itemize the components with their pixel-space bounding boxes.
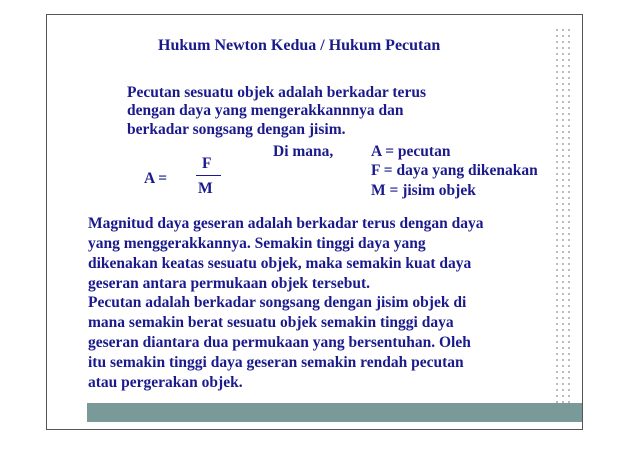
paragraph-line: geseran diantara dua permukaan yang bersentuhan. Oleh <box>88 334 471 351</box>
definition-a: A = pecutan <box>371 143 451 160</box>
footer-bar <box>87 403 583 422</box>
definition-m: M = jisim objek <box>371 182 476 199</box>
paragraph-line: geseran antara permukaan objek tersebut. <box>88 275 370 292</box>
formula-lhs: A = <box>144 170 168 187</box>
intro-line: berkadar songsang dengan jisim. <box>127 121 346 138</box>
paragraph-line: itu semakin tinggi daya geseran semakin rendah pecutan <box>88 354 464 371</box>
paragraph-line: dikenakan keatas sesuatu objek, maka semakin kuat daya <box>88 255 472 272</box>
formula-denominator: M <box>198 180 213 197</box>
intro-line: dengan daya yang mengerakkannnya dan <box>127 102 404 119</box>
paragraph-line: atau pergerakan objek. <box>88 374 243 391</box>
paragraph-line: Magnitud daya geseran adalah berkadar terus dengan daya <box>88 215 484 232</box>
slide-title: Hukum Newton Kedua / Hukum Pecutan <box>158 37 441 54</box>
definition-f: F = daya yang dikenakan <box>371 162 538 179</box>
decorative-dot-grid <box>554 27 572 407</box>
paragraph-line: Pecutan adalah berkadar songsang dengan jisim objek di <box>88 294 467 311</box>
intro-line: Pecutan sesuatu objek adalah berkadar terus <box>127 84 426 101</box>
fraction-bar <box>196 175 221 176</box>
slide <box>46 14 583 430</box>
paragraph-line: yang menggerakkannya. Semakin tinggi daya yang <box>88 235 426 252</box>
formula-numerator: F <box>202 155 212 172</box>
where-label: Di mana, <box>273 143 334 160</box>
paragraph-line: mana semakin berat sesuatu objek semakin tinggi daya <box>88 314 454 331</box>
